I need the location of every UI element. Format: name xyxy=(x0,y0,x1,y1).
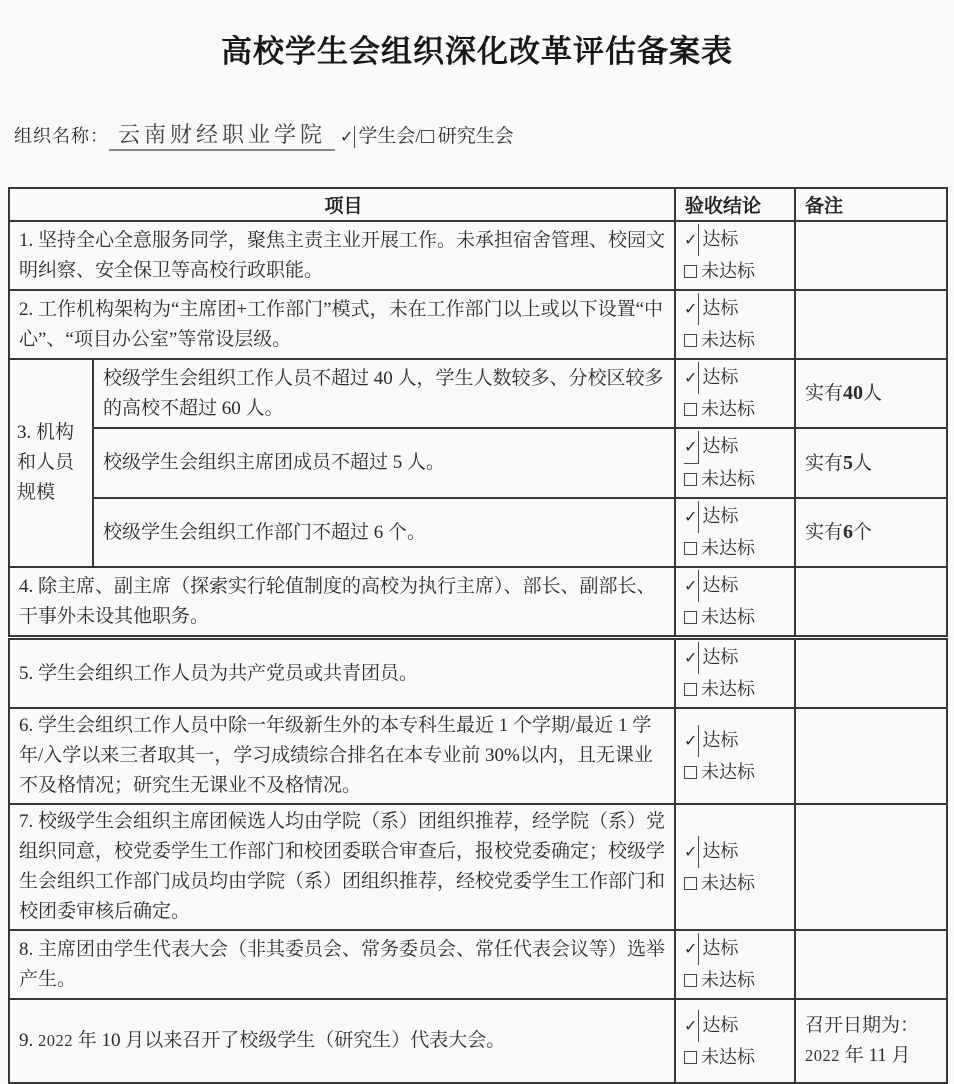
verdict-cell xyxy=(675,359,795,428)
checkmark-icon: ✓ xyxy=(684,732,698,750)
verdict-pass-option xyxy=(684,725,788,757)
verdict-fail-option xyxy=(684,464,788,495)
item-year: 2022 xyxy=(38,1031,73,1050)
table-row xyxy=(9,638,947,709)
fail-label: 未达标 xyxy=(701,330,756,350)
checked-checkbox-icon xyxy=(684,1010,699,1042)
verdict-fail-option xyxy=(684,1042,788,1073)
fail-label: 未达标 xyxy=(701,679,756,699)
verdict-fail-option xyxy=(684,256,788,287)
verdict-cell xyxy=(675,708,795,804)
pass-label: 达标 xyxy=(702,729,739,750)
note-text: 个 xyxy=(853,522,873,543)
item-text xyxy=(9,999,675,1083)
note-line: 召开日期为： xyxy=(805,1015,920,1036)
pass-label: 达标 xyxy=(702,575,739,595)
item-text: 校级学生会组织工作人员不超过 40 人，学生人数较多、分校区较多的高校不超过 60 人。 xyxy=(93,359,675,428)
verdict-fail-option xyxy=(684,533,788,564)
note-cell xyxy=(795,708,947,804)
checkmark-icon: ✓ xyxy=(684,509,698,526)
verdict-pass-option xyxy=(684,293,788,325)
note-text: 实有 xyxy=(805,452,844,474)
note-cell xyxy=(795,359,947,428)
row-group-label: 3. 机构和人员规模 xyxy=(9,359,93,567)
note-cell xyxy=(795,999,947,1083)
pass-label: 达标 xyxy=(702,298,739,318)
pass-label: 达标 xyxy=(702,840,739,861)
fail-label: 未达标 xyxy=(701,761,756,782)
note-number: 40 xyxy=(843,382,864,404)
org-name-label: 组织名称： xyxy=(14,126,109,146)
verdict-fail-option xyxy=(684,674,788,705)
verdict-pass-option xyxy=(684,933,788,965)
fail-label: 未达标 xyxy=(701,399,756,419)
checked-checkbox-icon xyxy=(684,501,699,533)
item-text: 4. 除主席、副主席（探索实行轮值制度的高校为执行主席）、部长、副部长、干事外未设其他职务。 xyxy=(9,567,675,638)
note-cell xyxy=(795,638,947,709)
org-type-option-label: 学生会 xyxy=(358,126,416,147)
verdict-fail-option xyxy=(684,965,788,996)
table-row xyxy=(9,221,947,290)
note-cell xyxy=(795,290,947,359)
unchecked-checkbox-icon xyxy=(684,1051,697,1064)
fail-label: 未达标 xyxy=(701,970,756,990)
item-text: 7. 校级学生会组织主席团候选人均由学院（系）团组织推荐，经学院（系）党组织同意，校党委学生工作部门和校团委联合审查后，报校党委确定；校级学生会组织工作部门成员均由学院（系）团组织推荐，经校党委学生工作部门和校团委审核后确定。 xyxy=(9,804,675,930)
note-cell xyxy=(795,567,947,638)
fail-label: 未达标 xyxy=(701,607,756,627)
item-text: 5. 学生会组织工作人员为共产党员或共青团员。 xyxy=(9,638,675,709)
unchecked-checkbox-icon xyxy=(684,403,697,416)
org-name-value: 云南财经职业学院 xyxy=(109,121,335,151)
note-line xyxy=(805,1041,940,1071)
table-row xyxy=(9,498,947,567)
pass-label: 达标 xyxy=(702,506,739,526)
checked-checkbox-icon xyxy=(340,126,355,148)
checked-checkbox-icon xyxy=(684,570,699,602)
unchecked-checkbox-icon xyxy=(684,683,697,696)
verdict-pass-option xyxy=(684,570,788,602)
pass-label: 达标 xyxy=(702,1014,739,1035)
table-row xyxy=(9,428,947,498)
col-header-remark: 备注 xyxy=(795,188,947,221)
verdict-pass-option xyxy=(684,362,788,394)
note-date-rest: 年 11 月 xyxy=(840,1045,911,1066)
verdict-fail-option xyxy=(684,602,788,633)
verdict-cell xyxy=(675,638,795,709)
verdict-cell xyxy=(675,221,795,290)
item-text: 2. 工作机构架构为“主席团+工作部门”模式，未在工作部门以上或以下设置“中心”、“项目办公室”等常设层级。 xyxy=(9,290,675,359)
verdict-cell xyxy=(675,804,795,930)
table-row xyxy=(9,930,947,999)
checkmark-icon: ✓ xyxy=(684,941,698,958)
checkmark-icon: ✓ xyxy=(684,370,698,387)
unchecked-checkbox-icon xyxy=(684,265,697,278)
unchecked-checkbox-icon xyxy=(684,974,697,987)
checked-checkbox-icon xyxy=(684,836,699,868)
verdict-cell xyxy=(675,498,795,567)
verdict-pass-option xyxy=(684,224,788,256)
unchecked-checkbox-icon xyxy=(684,611,697,624)
table-row xyxy=(9,999,947,1083)
table-row xyxy=(9,708,947,804)
fail-label: 未达标 xyxy=(701,538,756,558)
pass-label: 达标 xyxy=(702,938,739,958)
table-header-row xyxy=(9,188,947,221)
checked-checkbox-icon xyxy=(684,293,699,325)
checkmark-icon: ✓ xyxy=(684,301,698,318)
checked-checkbox-icon xyxy=(684,431,699,464)
checked-checkbox-icon xyxy=(684,933,699,965)
note-year: 2022 xyxy=(805,1046,841,1065)
checked-checkbox-icon xyxy=(684,362,699,394)
verdict-pass-option xyxy=(684,431,788,464)
verdict-cell xyxy=(675,428,795,498)
verdict-pass-option xyxy=(684,501,788,533)
note-text: 实有 xyxy=(805,522,844,543)
verdict-fail-option xyxy=(684,757,788,788)
verdict-pass-option xyxy=(684,836,788,868)
verdict-pass-option xyxy=(684,1010,788,1042)
note-cell xyxy=(795,498,947,567)
note-cell xyxy=(795,221,947,290)
checkmark-icon: ✓ xyxy=(340,129,354,146)
org-type-option-label: 研究生会 xyxy=(437,126,514,147)
table-row xyxy=(9,567,947,638)
verdict-cell xyxy=(675,930,795,999)
note-cell xyxy=(795,428,947,498)
page-title: 高校学生会组织深化改革评估备案表 xyxy=(221,34,733,69)
note-text: 人 xyxy=(863,383,883,404)
org-type-separator: / xyxy=(415,126,421,147)
fail-label: 未达标 xyxy=(701,261,756,281)
fail-label: 未达标 xyxy=(701,469,756,489)
checked-checkbox-icon xyxy=(684,224,699,256)
verdict-fail-option xyxy=(684,868,788,899)
fail-label: 未达标 xyxy=(701,872,756,893)
table-row xyxy=(9,804,947,930)
item-text-rest: 年 10 月以来召开了校级学生（研究生）代表大会。 xyxy=(73,1030,506,1051)
pass-label: 达标 xyxy=(702,436,739,456)
unchecked-checkbox-icon xyxy=(684,877,697,890)
note-number: 5 xyxy=(843,451,854,474)
item-number: 9. xyxy=(19,1030,38,1051)
unchecked-checkbox-icon xyxy=(421,130,434,143)
fail-label: 未达标 xyxy=(701,1046,756,1067)
checked-checkbox-icon xyxy=(684,725,699,757)
checked-checkbox-icon xyxy=(684,642,699,674)
verdict-cell xyxy=(675,999,795,1083)
note-number: 6 xyxy=(843,521,854,543)
unchecked-checkbox-icon xyxy=(684,334,697,347)
org-name-line xyxy=(14,121,954,151)
note-cell xyxy=(795,804,947,930)
note-text: 人 xyxy=(853,452,873,474)
item-text: 6. 学生会组织工作人员中除一年级新生外的本专科生最近 1 个学期/最近 1 学年/入学以来三者取其一，学习成绩综合排名在本专业前 30%以内，且无课业不及格情况；研究生无课业不及格情况。 xyxy=(9,708,675,804)
unchecked-checkbox-icon xyxy=(684,766,697,779)
table-row xyxy=(9,359,947,428)
evaluation-table xyxy=(8,187,948,1084)
verdict-cell xyxy=(675,290,795,359)
verdict-pass-option xyxy=(684,642,788,674)
verdict-fail-option xyxy=(684,394,788,425)
item-text: 8. 主席团由学生代表大会（非其委员会、常务委员会、常任代表会议等）选举产生。 xyxy=(9,930,675,999)
table-row xyxy=(9,290,947,359)
unchecked-checkbox-icon xyxy=(684,473,697,486)
verdict-fail-option xyxy=(684,325,788,356)
note-text: 实有 xyxy=(805,383,844,404)
item-text: 校级学生会组织工作部门不超过 6 个。 xyxy=(93,498,675,567)
checkmark-icon: ✓ xyxy=(684,843,698,861)
item-text: 1. 坚持全心全意服务同学，聚焦主责主业开展工作。未承担宿舍管理、校园文明纠察、安全保卫等高校行政职能。 xyxy=(9,221,675,290)
pass-label: 达标 xyxy=(702,367,739,387)
unchecked-checkbox-icon xyxy=(684,542,697,555)
pass-label: 达标 xyxy=(702,647,739,667)
checkmark-icon: ✓ xyxy=(684,439,698,456)
col-header-item: 项目 xyxy=(9,188,675,221)
checkmark-icon: ✓ xyxy=(684,232,698,249)
item-text: 校级学生会组织主席团成员不超过 5 人。 xyxy=(93,428,675,498)
col-header-conclusion: 验收结论 xyxy=(675,188,795,221)
note-cell xyxy=(795,930,947,999)
checkmark-icon: ✓ xyxy=(684,578,698,595)
checkmark-icon: ✓ xyxy=(684,650,698,667)
pass-label: 达标 xyxy=(702,229,739,249)
org-type-options xyxy=(340,121,514,151)
verdict-cell xyxy=(675,567,795,638)
checkmark-icon: ✓ xyxy=(684,1017,698,1035)
